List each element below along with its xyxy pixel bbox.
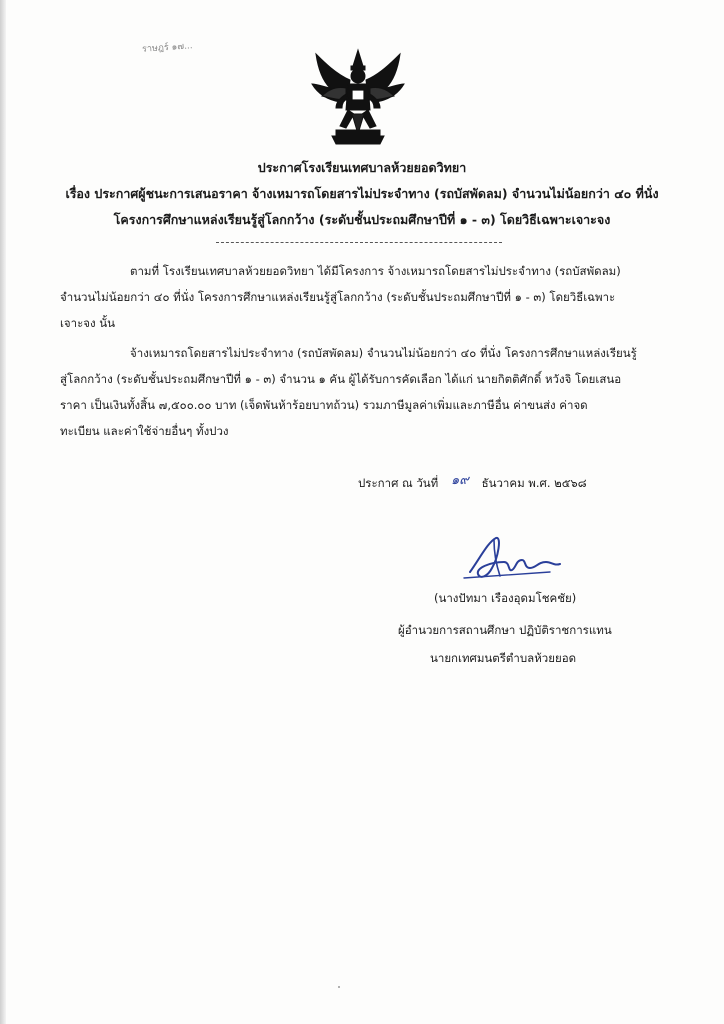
signer-position-acting: นายกเทศมนตรีตำบลห้วยยอด xyxy=(430,651,577,665)
handwritten-day: ๑๙ xyxy=(451,473,469,488)
paragraph-2-line-4: ทะเบียน และค่าใช้จ่ายอื่นๆ ทั้งปวง xyxy=(60,424,229,438)
date-prefix: ประกาศ ณ วันที่ xyxy=(358,476,439,490)
scan-edge-shadow xyxy=(0,0,6,1024)
date-month-year: ธันวาคม พ.ศ. ๒๕๖๘ xyxy=(481,476,587,490)
subject-line: เรื่อง ประกาศผู้ชนะการเสนอราคา จ้างเหมารถโดยสารไม่ประจำทาง (รถบัสพัดลม) จำนวนไม่น้อยกว่า ๔๐ ที่นั่ง xyxy=(65,186,659,201)
subject-line-continued: โครงการศึกษาแหล่งเรียนรู้สู่โลกกว้าง (ระดับชั้นประถมศึกษาปีที่ ๑ - ๓) โดยวิธีเฉพาะเจาะจง xyxy=(113,212,611,227)
paragraph-1-line-2: จำนวนไม่น้อยกว่า ๔๐ ที่นั่ง โครงการศึกษาแหล่งเรียนรู้สู่โลกกว้าง (ระดับชั้นประถมศึกษาปีที่ ๑ - ๓) โดยวิธีเฉพาะ xyxy=(60,290,616,304)
paragraph-1-line-1: ตามที่ โรงเรียนเทศบาลห้วยยอดวิทยา ได้มีโครงการ จ้างเหมารถโดยสารไม่ประจำทาง (รถบัสพัดลม) xyxy=(130,264,621,278)
announcement-date xyxy=(358,472,587,493)
signer-name: (นางปัทมา เรืองอุดมโชคชัย) xyxy=(434,591,577,605)
signature-mark xyxy=(450,528,570,588)
paragraph-1 xyxy=(60,258,664,336)
scan-speck xyxy=(338,986,340,988)
paragraph-2-line-1: จ้างเหมารถโดยสารไม่ประจำทาง (รถบัสพัดลม) จำนวนไม่น้อยกว่า ๔๐ ที่นั่ง โครงการศึกษาแหล่งเรียนรู้ xyxy=(130,346,637,360)
paragraph-2-line-3: ราคา เป็นเงินทั้งสิ้น ๗,๕๐๐.๐๐ บาท (เจ็ดพันห้าร้อยบาทถ้วน) รวมภาษีมูลค่าเพิ่มและภาษีอื่น ค่าขนส่ง ค่าจด xyxy=(60,398,588,412)
paragraph-1-line-3: เจาะจง นั้น xyxy=(60,316,116,330)
corner-note: ราษฎร์ ๑๗... xyxy=(141,41,193,55)
divider xyxy=(216,242,502,243)
announcement-title: ประกาศโรงเรียนเทศบาลห้วยยอดวิทยา xyxy=(257,160,467,175)
paragraph-2 xyxy=(60,340,664,444)
paragraph-2-line-2: สู่โลกกว้าง (ระดับชั้นประถมศึกษาปีที่ ๑ - ๓) จำนวน ๑ คัน ผู้ได้รับการคัดเลือก ได้แก่ นายกิตติศักดิ์ หวังจิ โดยเสนอ xyxy=(60,372,622,386)
garuda-emblem-icon xyxy=(306,44,410,152)
signer-position: ผู้อำนวยการสถานศึกษา ปฏิบัติราชการแทน xyxy=(398,623,612,637)
